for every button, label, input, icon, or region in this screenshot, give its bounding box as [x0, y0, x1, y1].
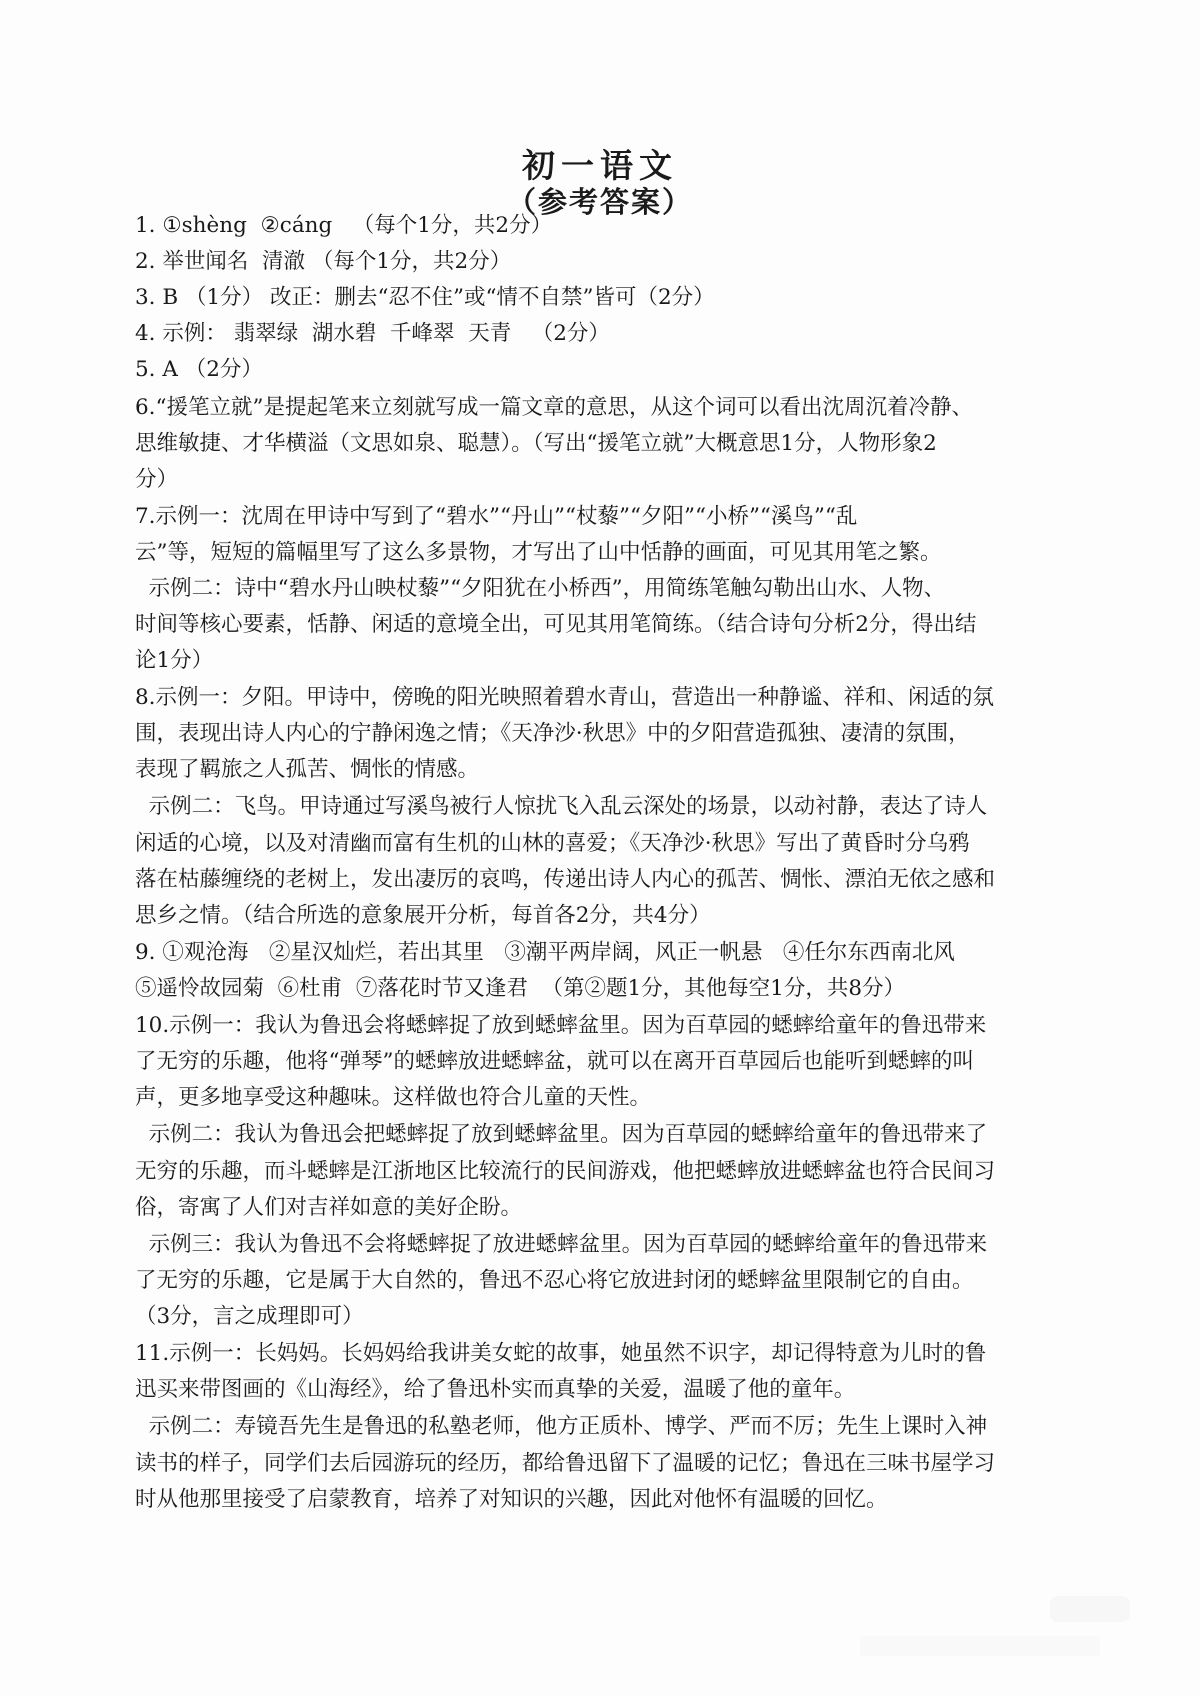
answer-line: 论1分）: [135, 648, 214, 673]
answer-line: 7.示例一：沈周在甲诗中写到了“碧水”“丹山”“杖藜”“夕阳”“小桥”“溪鸟”“乱: [135, 504, 858, 529]
answer-line: 11.示例一：长妈妈。长妈妈给我讲美女蛇的故事，她虽然不识字，却记得特意为儿时的鲁: [135, 1341, 987, 1366]
answer-line: 思维敏捷、才华横溢（文思如泉、聪慧）。（写出“援笔立就”大概意思1分，人物形象2: [135, 431, 937, 456]
answer-line: 了无穷的乐趣，它是属于大自然的，鲁迅不忍心将它放进封闭的蟋蟀盆里限制它的自由。: [135, 1268, 974, 1293]
answer-line: 表现了羁旅之人孤苦、惆怅的情感。: [135, 757, 480, 782]
watermark-text-block: [860, 1636, 1100, 1656]
page-subtitle: （参考答案）: [506, 185, 693, 219]
answer-line: ⑤遥怜故园菊 ⑥杜甫 ⑦落花时节又逢君 （第②题1分，其他每空1分，共8分）: [135, 976, 906, 1001]
answer-line: 闲适的心境，以及对清幽而富有生机的山林的喜爱；《天净沙·秋思》写出了黄昏时分乌鸦: [135, 831, 970, 856]
answer-line: 云”等，短短的篇幅里写了这么多景物，才写出了山中恬静的画面，可见其用笔之繁。: [135, 540, 942, 565]
answer-line: 俗，寄寓了人们对吉祥如意的美好企盼。: [135, 1195, 523, 1220]
answer-line: 示例二：寿镜吾先生是鲁迅的私塾老师，他方正质朴、博学、严而不厉；先生上课时入神: [135, 1414, 988, 1439]
answer-line: 6.“援笔立就”是提起笔来立刻就写成一篇文章的意思，从这个词可以看出沈周沉着冷静、: [135, 395, 974, 420]
answer-line: 1. ①shèng ②cáng （每个1分，共2分）: [135, 213, 553, 238]
answer-line: （3分，言之成理即可）: [135, 1304, 364, 1329]
answer-line: 示例二：诗中“碧水丹山映杖藜”“夕阳犹在小桥西”，用简练笔触勾勒出山水、人物、: [135, 576, 946, 601]
answer-line: 时间等核心要素，恬静、闲适的意境全出，可见其用笔简练。（结合诗句分析2分，得出结: [135, 612, 977, 637]
answer-line: 示例三：我认为鲁迅不会将蟋蟀捉了放进蟋蟀盆里。因为百草园的蟋蟀给童年的鲁迅带来: [135, 1232, 988, 1257]
page-title: 初一语文: [522, 146, 678, 185]
answer-line: 8.示例一：夕阳。甲诗中，傍晚的阳光映照着碧水青山，营造出一种静谧、祥和、闲适的氛: [135, 685, 995, 710]
answer-line: 10.示例一：我认为鲁迅会将蟋蟀捉了放到蟋蟀盆里。因为百草园的蟋蟀给童年的鲁迅带来: [135, 1013, 987, 1038]
answer-line: 围，表现出诗人内心的宁静闲逸之情；《天净沙·秋思》中的夕阳营造孤独、凄清的氛围，: [135, 721, 970, 746]
answer-line: 示例二：我认为鲁迅会把蟋蟀捉了放到蟋蟀盆里。因为百草园的蟋蟀给童年的鲁迅带来了: [135, 1122, 988, 1147]
answer-line: 分）: [135, 467, 179, 492]
answer-line: 无穷的乐趣，而斗蟋蟀是江浙地区比较流行的民间游戏，他把蟋蟀放进蟋蟀盆也符合民间习: [135, 1159, 996, 1184]
answer-line: 声，更多地享受这种趣味。这样做也符合儿童的天性。: [135, 1085, 652, 1110]
answer-line: 落在枯藤缠绕的老树上，发出凄厉的哀鸣，传递出诗人内心的孤苦、惆怅、漂泊无依之感和: [135, 867, 996, 892]
answer-line: 9. ①观沧海 ②星汉灿烂，若出其里 ③潮平两岸阔，风正一帆悬 ④任尔东西南北风: [135, 940, 955, 965]
answer-line: 2. 举世闻名 清澈 （每个1分，共2分）: [135, 249, 512, 274]
answer-line: 读书的样子，同学们去后园游玩的经历，都给鲁迅留下了温暖的记忆；鲁迅在三味书屋学习: [135, 1451, 996, 1476]
answer-line: 了无穷的乐趣，他将“弹琴”的蟋蟀放进蟋蟀盆，就可以在离开百草园后也能听到蟋蟀的叫: [135, 1049, 974, 1074]
answer-line: 示例二：飞鸟。甲诗通过写溪鸟被行人惊扰飞入乱云深处的场景，以动衬静，表达了诗人: [135, 794, 988, 819]
answer-line: 4. 示例： 翡翠绿 湖水碧 千峰翠 天青 （2分）: [135, 321, 610, 346]
answer-line: 5. A （2分）: [135, 357, 263, 382]
answer-line: 时从他那里接受了启蒙教育，培养了对知识的兴趣，因此对他怀有温暖的回忆。: [135, 1487, 888, 1512]
answer-line: 思乡之情。（结合所选的意象展开分析，每首各2分，共4分）: [135, 903, 711, 928]
watermark-logo: [1050, 1596, 1130, 1622]
answer-line: 3. B （1分） 改正：删去“忍不住”或“情不自禁”皆可（2分）: [135, 285, 715, 310]
answer-line: 迅买来带图画的《山海经》，给了鲁迅朴实而真挚的关爱，温暖了他的童年。: [135, 1377, 856, 1402]
